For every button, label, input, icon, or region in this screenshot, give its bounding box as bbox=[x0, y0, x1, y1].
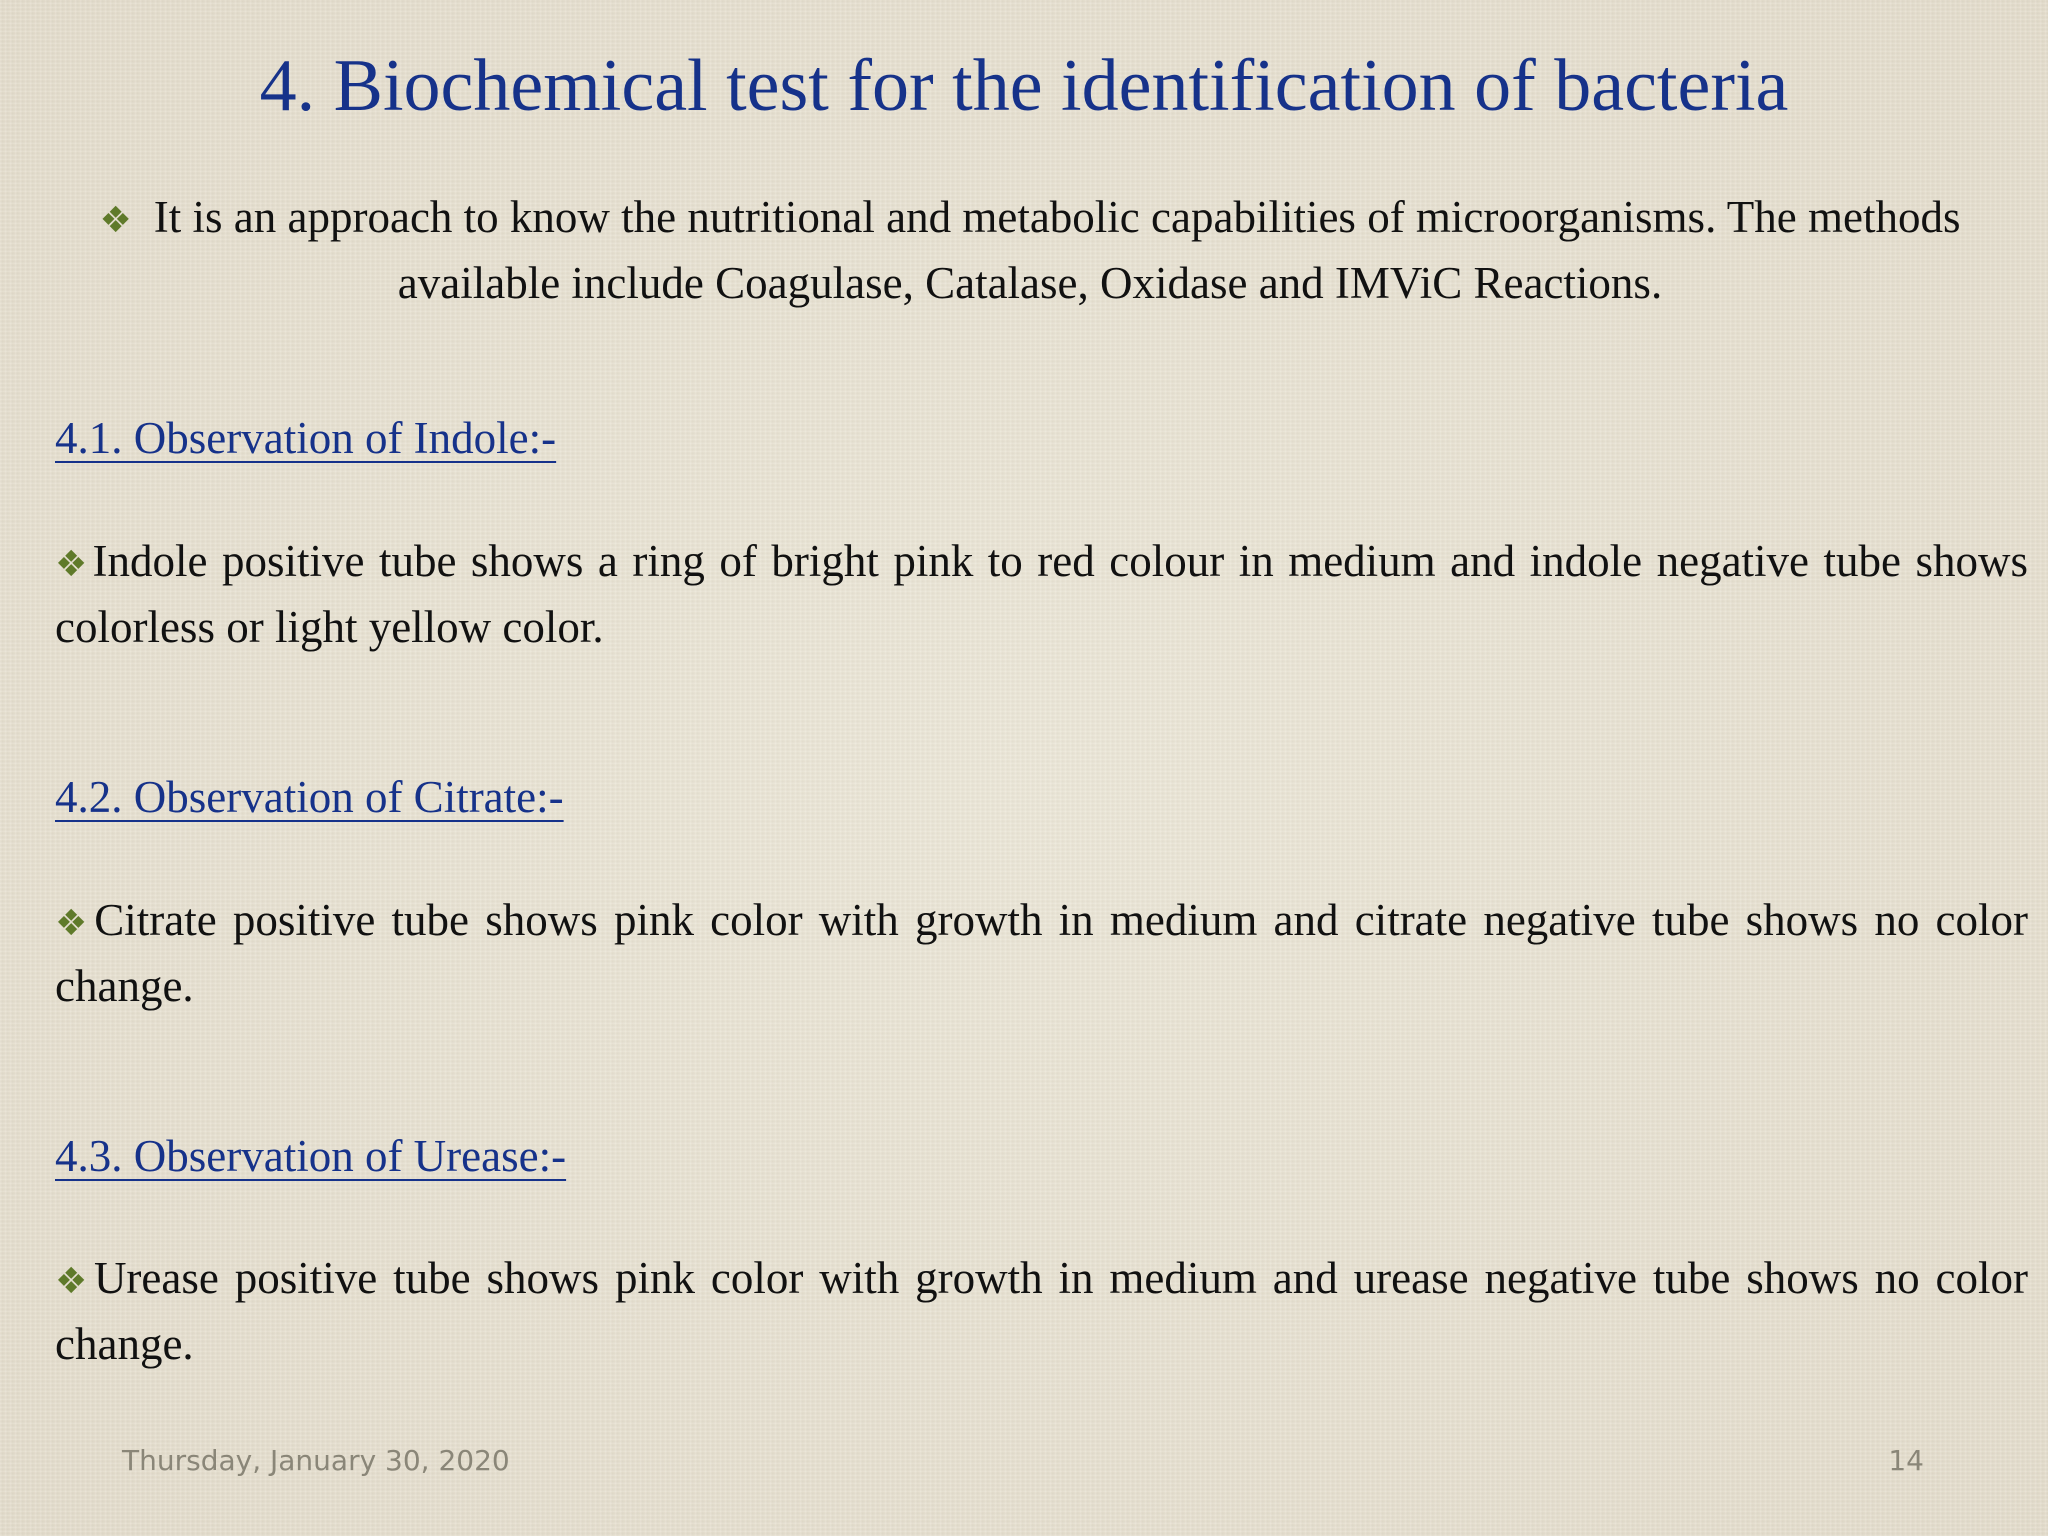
intro-text: It is an approach to know the nutritional and metabolic capabilities of microorganisms. The methods available include Coagulase, Catalase, Oxidase and IMViC Reactions. bbox=[153, 192, 1961, 308]
section-heading-indole: 4.1. Observation of Indole:- bbox=[55, 413, 557, 463]
citrate-text: Citrate positive tube shows pink color with growth in medium and citrate negative tube shows no color change. bbox=[55, 895, 2028, 1011]
section-heading-citrate: 4.2. Observation of Citrate:- bbox=[55, 772, 564, 822]
indole-text: Indole positive tube shows a ring of bright pink to red colour in medium and indole negative tube shows colorless or light yellow color. bbox=[55, 536, 2028, 652]
intro-paragraph bbox=[55, 186, 2005, 314]
diamond-bullet-icon: ❖ bbox=[55, 903, 93, 944]
slide-title: 4. Biochemical test for the identification of bacteria bbox=[259, 45, 1789, 127]
footer-date: Thursday, January 30, 2020 bbox=[122, 1444, 510, 1477]
section-text-citrate bbox=[55, 889, 2028, 1017]
page-number: 14 bbox=[1888, 1444, 1924, 1477]
section-text-urease bbox=[55, 1247, 2028, 1375]
section-heading-urease: 4.3. Observation of Urease:- bbox=[55, 1131, 567, 1181]
diamond-bullet-icon: ❖ bbox=[55, 1261, 92, 1302]
diamond-bullet-icon: ❖ bbox=[99, 200, 132, 241]
diamond-bullet-icon: ❖ bbox=[55, 544, 91, 585]
section-text-indole bbox=[55, 530, 2028, 658]
urease-text: Urease positive tube shows pink color with growth in medium and urease negative tube shows no color change. bbox=[55, 1253, 2028, 1369]
